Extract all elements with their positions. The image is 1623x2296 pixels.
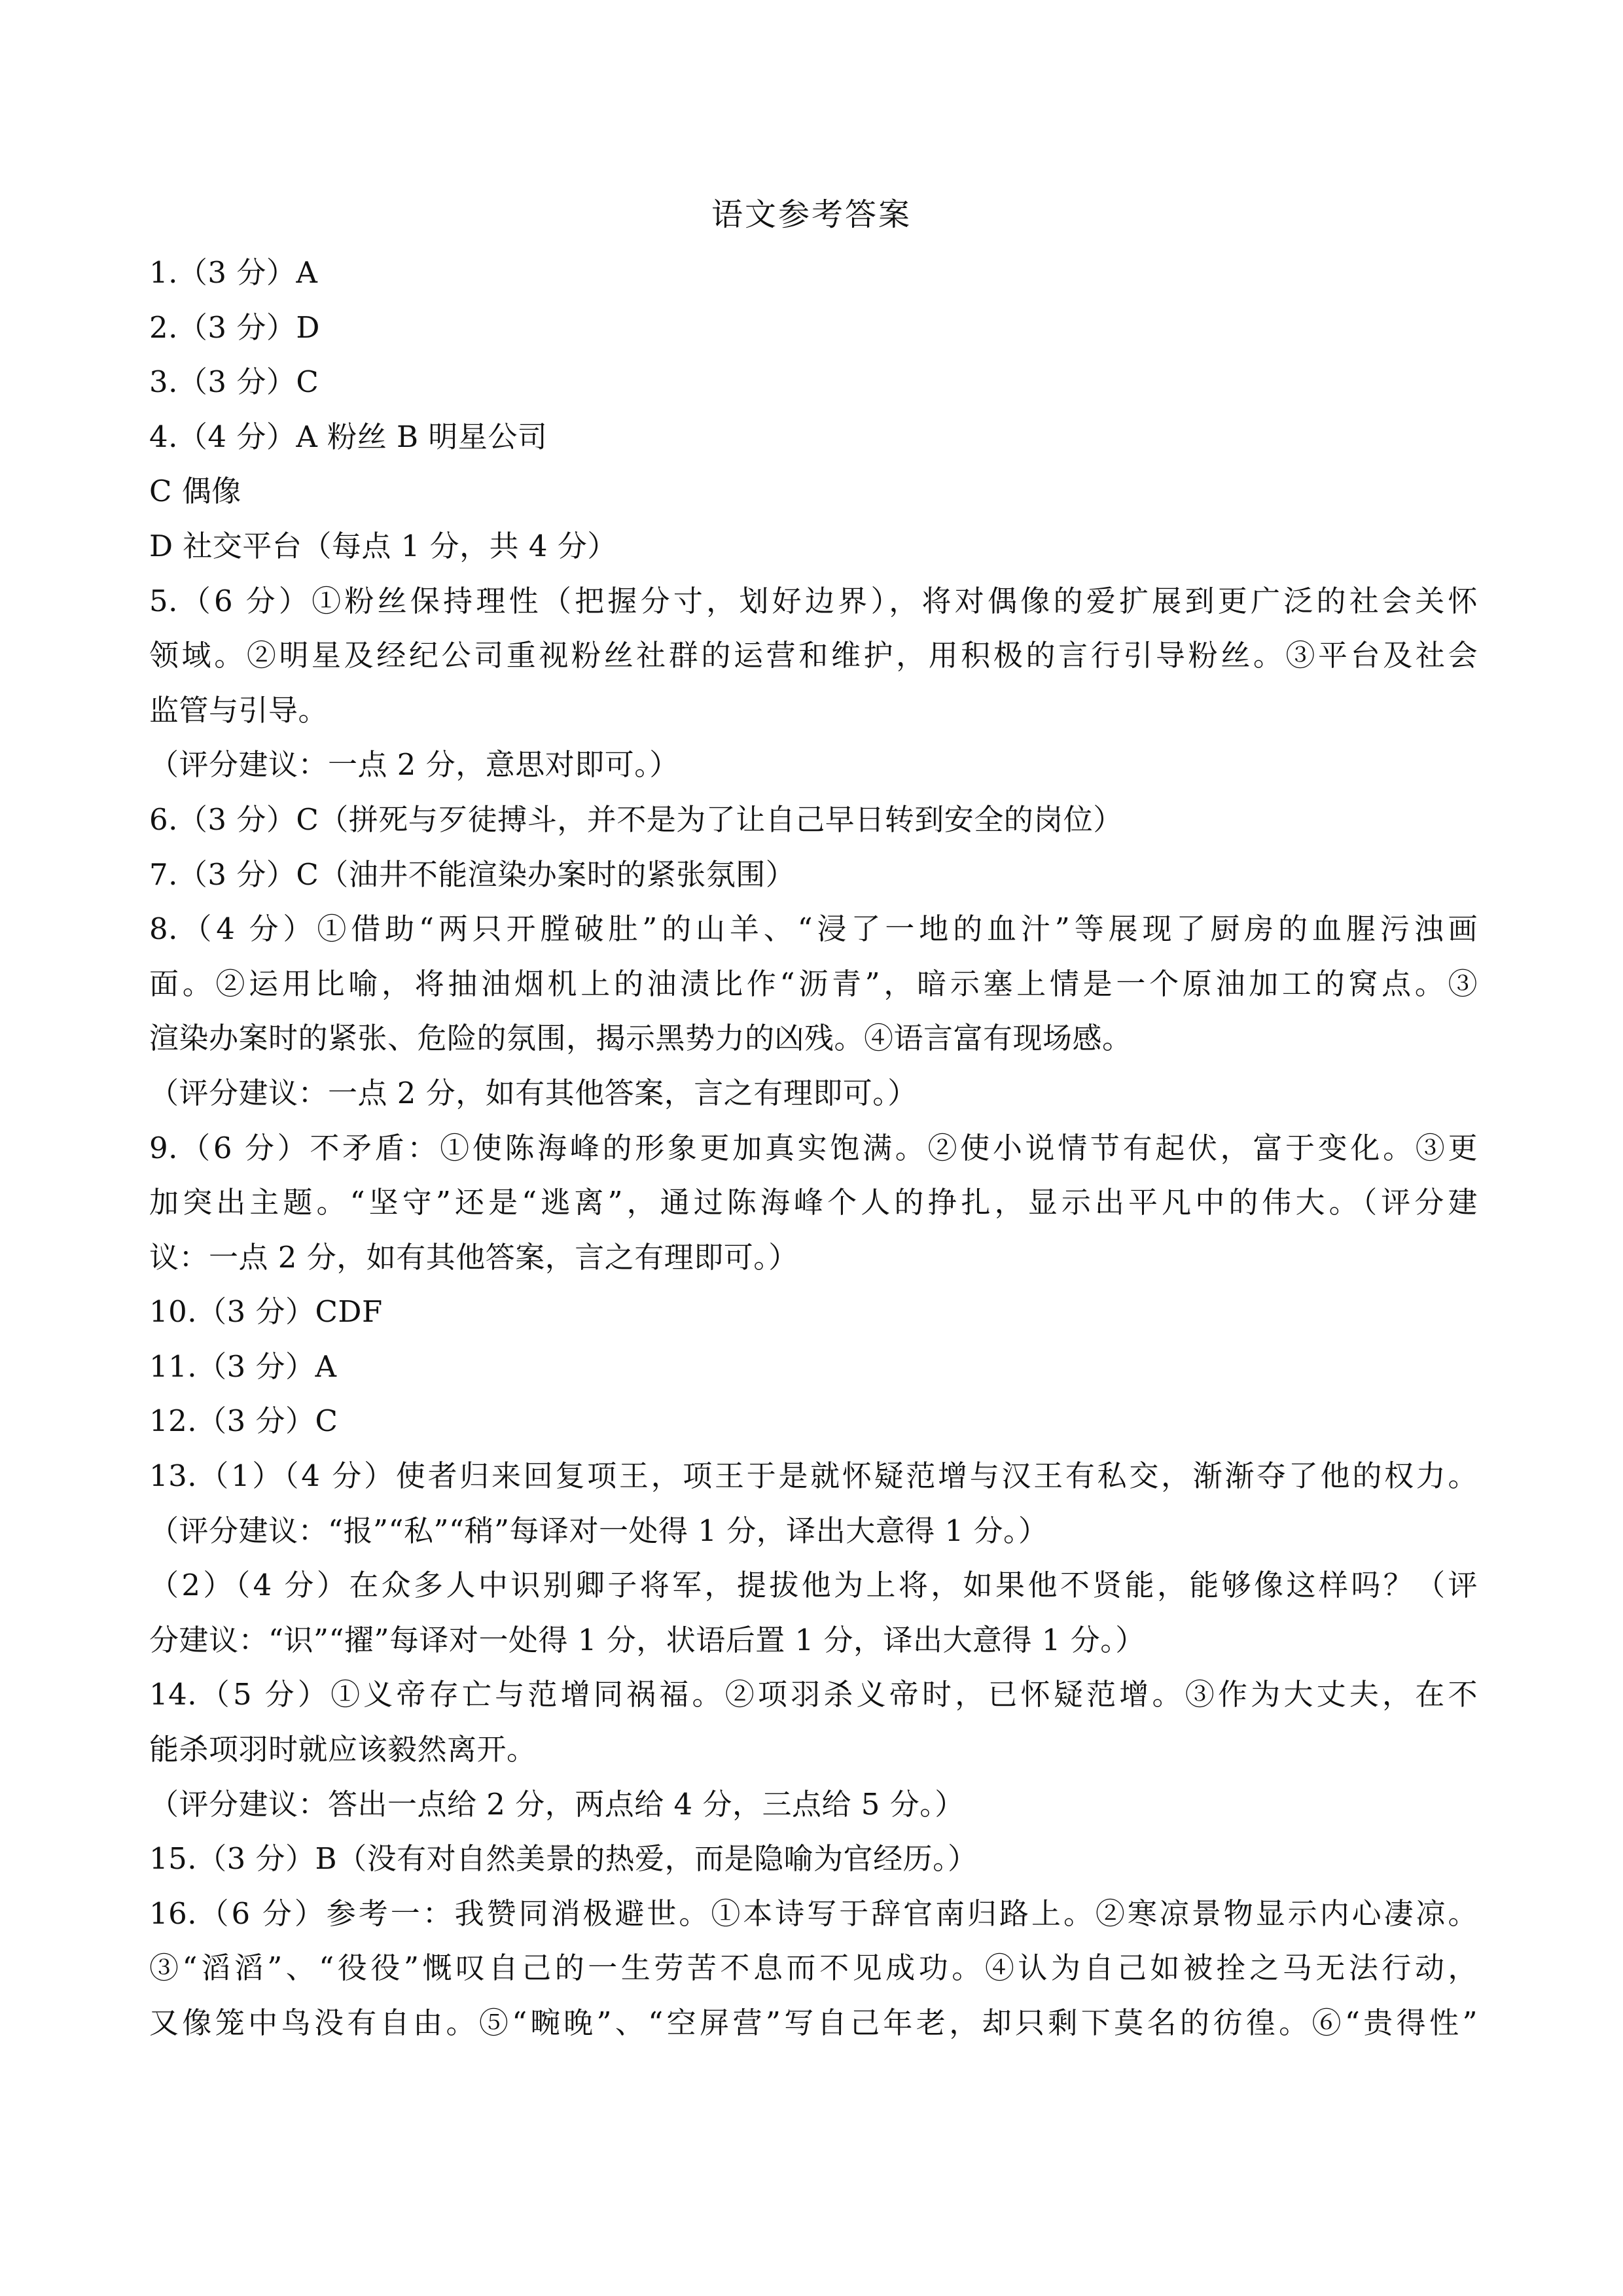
answer-line: 1.（3 分）A [149, 255, 318, 290]
answer-line: 分建议：“识”“擢”每译对一处得 1 分，状语后置 1 分，译出大意得 1 分。） [149, 1622, 1145, 1657]
answer-line: ③“滔滔”、“役役”慨叹自己的一生劳苦不息而不见成功。④认为自己如被拴之马无法行动， [149, 1951, 1478, 1986]
answer-line: 加突出主题。“坚守”还是“逃离”，通过陈海峰个人的挣扎，显示出平凡中的伟大。（评分建 [149, 1185, 1478, 1220]
answer-line: 4.（4 分）A 粉丝 B 明星公司 [149, 419, 548, 454]
answer-line: 16.（6 分）参考一：我赞同消极避世。①本诗写于辞官南归路上。②寒凉景物显示内心凄凉。 [149, 1896, 1478, 1931]
scoring-note: （评分建议：一点 2 分，意思对即可。） [149, 747, 679, 783]
answer-line: 面。②运用比喻，将抽油烟机上的油渍比作“沥青”，暗示塞上情是一个原油加工的窝点。③ [149, 966, 1478, 1001]
answer-line: 14.（5 分）①义帝存亡与范增同祸福。②项羽杀义帝时，已怀疑范增。③作为大丈夫，在不 [149, 1677, 1478, 1712]
answer-line: 能杀项羽时就应该毅然离开。 [149, 1732, 537, 1767]
answer-line: 15.（3 分）B（没有对自然美景的热爱，而是隐喻为官经历。） [149, 1841, 978, 1877]
answer-line: 渲染办案时的紧张、危险的氛围，揭示黑势力的凶残。④语言富有现场感。 [149, 1021, 1132, 1056]
page-title: 语文参考答案 [711, 196, 912, 233]
answer-line: 10.（3 分）CDF [149, 1294, 383, 1330]
answer-line: 12.（3 分）C [149, 1404, 338, 1439]
answer-line: （2）（4 分）在众多人中识别卿子将军，提拔他为上将，如果他不贤能，能够像这样吗？（评 [149, 1568, 1478, 1603]
answer-line: 6.（3 分）C（拼死与歹徒搏斗，并不是为了让自己早日转到安全的岗位） [149, 802, 1123, 837]
answer-line: 5.（6 分）①粉丝保持理性（把握分寸，划好边界），将对偶像的爱扩展到更广泛的社会关怀 [149, 583, 1478, 618]
answer-line: 3.（3 分）C [149, 364, 319, 400]
answer-body [149, 245, 1478, 2051]
answer-line: 13.（1）（4 分）使者归来回复项王，项王于是就怀疑范增与汉王有私交，渐渐夺了他的权力。 [149, 1458, 1478, 1494]
answer-line: 11.（3 分）A [149, 1349, 337, 1384]
scoring-note: （评分建议：“报”“私”“稍”每译对一处得 1 分，译出大意得 1 分。） [149, 1513, 1048, 1548]
answer-line: 2.（3 分）D [149, 309, 320, 345]
answer-line: 又像笼中鸟没有自由。⑤“畹晚”、“空屏营”写自己年老，却只剩下莫名的彷徨。⑥“贵得性” [149, 2005, 1478, 2040]
scoring-note: （评分建议：一点 2 分，如有其他答案，言之有理即可。） [149, 1075, 918, 1110]
scoring-note: （评分建议：答出一点给 2 分，两点给 4 分，三点给 5 分。） [149, 1786, 965, 1822]
answer-line: 9.（6 分）不矛盾：①使陈海峰的形象更加真实饱满。②使小说情节有起伏，富于变化。③更 [149, 1130, 1478, 1165]
answer-line: D 社交平台（每点 1 分，共 4 分） [149, 528, 617, 563]
answer-line: 8.（4 分）①借助“两只开膛破肚”的山羊、“浸了一地的血汁”等展现了厨房的血腥污浊画 [149, 911, 1478, 947]
answer-line: 领域。②明星及经纪公司重视粉丝社群的运营和维护，用积极的言行引导粉丝。③平台及社会 [149, 638, 1478, 673]
answer-line: 监管与引导。 [149, 692, 329, 728]
answer-line: 议：一点 2 分，如有其他答案，言之有理即可。） [149, 1239, 798, 1275]
answer-line: C 偶像 [149, 474, 241, 509]
answer-line: 7.（3 分）C（油井不能渲染办案时的紧张氛围） [149, 857, 796, 892]
